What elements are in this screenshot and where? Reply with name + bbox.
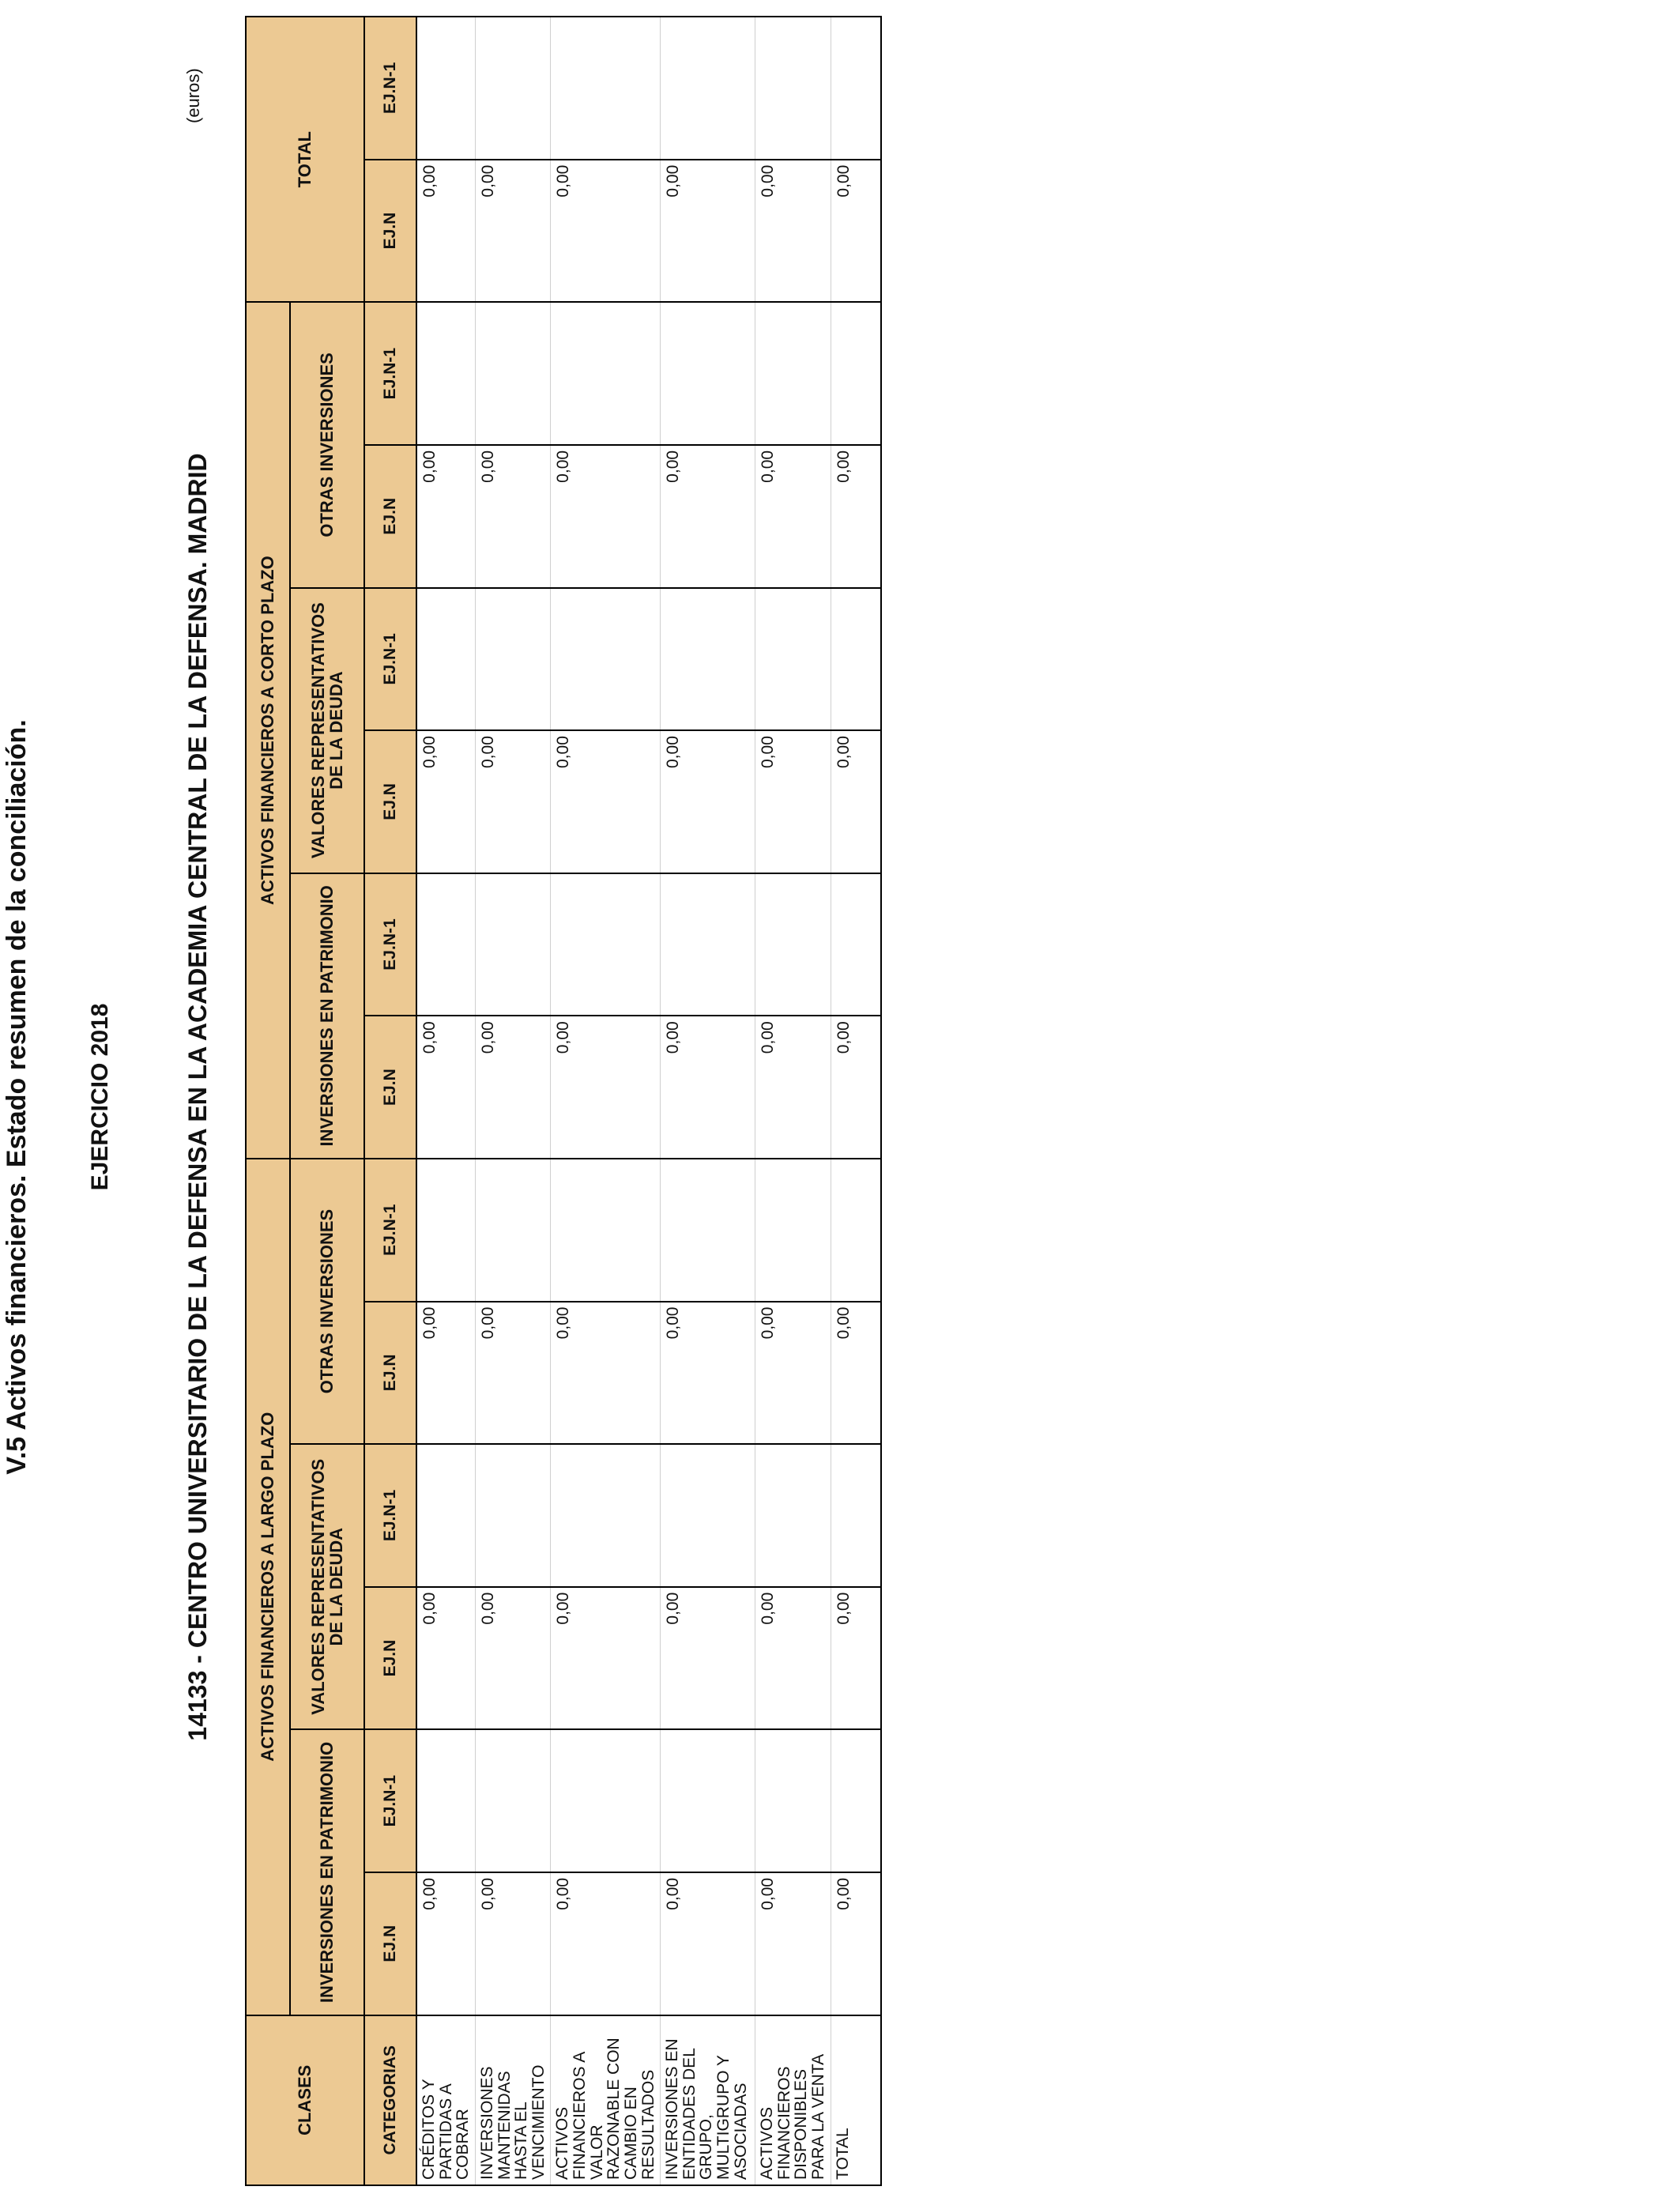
value-cell-ej-n: 0,00 [661, 445, 755, 588]
table-row [831, 17, 881, 2185]
value-cell-ej-n: 0,00 [755, 160, 831, 303]
group-header-corto-plazo: ACTIVOS FINANCIEROS A CORTO PLAZO [246, 302, 290, 1159]
ej-n-header: EJ.N [364, 1016, 416, 1159]
value-cell-ej-n1 [661, 302, 755, 445]
ej-n1-header: EJ.N-1 [364, 588, 416, 731]
table-row [661, 17, 755, 2185]
value-cell-ej-n: 0,00 [755, 1016, 831, 1159]
table-row [755, 17, 831, 2185]
ej-n1-header: EJ.N-1 [364, 1444, 416, 1587]
value-cell-ej-n1 [475, 1159, 551, 1302]
value-cell-ej-n: 0,00 [661, 1302, 755, 1445]
value-cell-ej-n: 0,00 [831, 160, 881, 303]
ej-n1-header: EJ.N-1 [364, 873, 416, 1016]
ej-n-header: EJ.N [364, 445, 416, 588]
category-cell: CRÉDITOS Y PARTIDAS A COBRAR [416, 2015, 475, 2185]
value-cell-ej-n1 [831, 302, 881, 445]
subgroup-header: VALORES REPRESENTATIVOS DE LA DEUDA [290, 1444, 364, 1729]
value-cell-ej-n: 0,00 [416, 445, 475, 588]
value-cell-ej-n1 [755, 1729, 831, 1872]
table-body [416, 17, 881, 2185]
entity-title: 14133 - CENTRO UNIVERSITARIO DE LA DEFENSA EN LA ACADEMIA CENTRAL DE LA DEFENSA. MADRID [183, 453, 212, 1741]
value-cell-ej-n1 [831, 588, 881, 731]
ej-n-header: EJ.N [364, 730, 416, 873]
subgroup-header: INVERSIONES EN PATRIMONIO [290, 1729, 364, 2015]
value-cell-ej-n1 [416, 1729, 475, 1872]
value-cell-ej-n1 [661, 17, 755, 160]
value-cell-ej-n: 0,00 [551, 1302, 661, 1445]
value-cell-ej-n1 [475, 1444, 551, 1587]
group-header-largo-plazo: ACTIVOS FINANCIEROS A LARGO PLAZO [246, 1159, 290, 2015]
value-cell-ej-n: 0,00 [416, 1016, 475, 1159]
value-cell-ej-n: 0,00 [661, 160, 755, 303]
value-cell-ej-n: 0,00 [551, 160, 661, 303]
value-cell-ej-n1 [755, 302, 831, 445]
value-cell-ej-n1 [755, 1159, 831, 1302]
ej-n1-header: EJ.N-1 [364, 1159, 416, 1302]
ej-n1-header: EJ.N-1 [364, 17, 416, 160]
value-cell-ej-n1 [416, 1444, 475, 1587]
ej-n-header: EJ.N [364, 1302, 416, 1445]
value-cell-ej-n: 0,00 [831, 1872, 881, 2015]
value-cell-ej-n: 0,00 [475, 160, 551, 303]
value-cell-ej-n1 [551, 302, 661, 445]
value-cell-ej-n: 0,00 [831, 1016, 881, 1159]
value-cell-ej-n1 [755, 17, 831, 160]
value-cell-ej-n1 [755, 588, 831, 731]
value-cell-ej-n: 0,00 [755, 1302, 831, 1445]
ej-n-header: EJ.N [364, 1872, 416, 2015]
value-cell-ej-n1 [831, 873, 881, 1016]
value-cell-ej-n1 [551, 1729, 661, 1872]
value-cell-ej-n: 0,00 [551, 1872, 661, 2015]
value-cell-ej-n1 [831, 17, 881, 160]
categorias-header: CATEGORIAS [364, 2015, 416, 2185]
value-cell-ej-n1 [831, 1729, 881, 1872]
value-cell-ej-n1 [416, 17, 475, 160]
reconciliation-table [245, 16, 882, 2186]
value-cell-ej-n1 [551, 873, 661, 1016]
value-cell-ej-n1 [755, 873, 831, 1016]
subgroup-header: VALORES REPRESENTATIVOS DE LA DEUDA [290, 588, 364, 873]
value-cell-ej-n1 [551, 1159, 661, 1302]
value-cell-ej-n: 0,00 [831, 730, 881, 873]
value-cell-ej-n1 [551, 1444, 661, 1587]
ej-n1-header: EJ.N-1 [364, 302, 416, 445]
value-cell-ej-n: 0,00 [755, 1872, 831, 2015]
value-cell-ej-n: 0,00 [475, 1587, 551, 1730]
value-cell-ej-n: 0,00 [755, 730, 831, 873]
value-cell-ej-n: 0,00 [661, 1016, 755, 1159]
exercise-label: EJERCICIO 2018 [87, 1003, 113, 1191]
table-row [551, 17, 661, 2185]
value-cell-ej-n1 [831, 1159, 881, 1302]
table-row [475, 17, 551, 2185]
value-cell-ej-n1 [475, 302, 551, 445]
value-cell-ej-n1 [661, 873, 755, 1016]
value-cell-ej-n: 0,00 [416, 1587, 475, 1730]
value-cell-ej-n: 0,00 [831, 445, 881, 588]
subgroup-header: INVERSIONES EN PATRIMONIO [290, 873, 364, 1159]
value-cell-ej-n1 [831, 1444, 881, 1587]
value-cell-ej-n: 0,00 [831, 1587, 881, 1730]
value-cell-ej-n1 [416, 1159, 475, 1302]
value-cell-ej-n: 0,00 [831, 1302, 881, 1445]
value-cell-ej-n1 [755, 1444, 831, 1587]
value-cell-ej-n1 [661, 1444, 755, 1587]
value-cell-ej-n: 0,00 [661, 1872, 755, 2015]
value-cell-ej-n1 [661, 588, 755, 731]
category-cell: INVERSIONES MANTENIDAS HASTA EL VENCIMIENTO [475, 2015, 551, 2185]
value-cell-ej-n1 [416, 873, 475, 1016]
subgroup-header: OTRAS INVERSIONES [290, 302, 364, 587]
value-cell-ej-n: 0,00 [551, 730, 661, 873]
document-title: V.5 Activos financieros. Estado resumen de la conciliación. [2, 719, 32, 1475]
value-cell-ej-n: 0,00 [416, 1872, 475, 2015]
value-cell-ej-n1 [416, 588, 475, 731]
value-cell-ej-n: 0,00 [475, 445, 551, 588]
value-cell-ej-n: 0,00 [551, 1016, 661, 1159]
category-cell: ACTIVOS FINANCIEROS A VALOR RAZONABLE CON CAMBIO EN RESULTADOS [551, 2015, 661, 2185]
value-cell-ej-n1 [475, 1729, 551, 1872]
value-cell-ej-n1 [551, 588, 661, 731]
value-cell-ej-n: 0,00 [416, 730, 475, 873]
value-cell-ej-n: 0,00 [755, 445, 831, 588]
value-cell-ej-n: 0,00 [551, 1587, 661, 1730]
clases-header: CLASES [246, 2015, 364, 2185]
subgroup-header: OTRAS INVERSIONES [290, 1159, 364, 1444]
category-cell: TOTAL [831, 2015, 881, 2185]
value-cell-ej-n: 0,00 [416, 1302, 475, 1445]
value-cell-ej-n: 0,00 [661, 730, 755, 873]
value-cell-ej-n: 0,00 [551, 445, 661, 588]
value-cell-ej-n1 [475, 17, 551, 160]
value-cell-ej-n: 0,00 [475, 1016, 551, 1159]
value-cell-ej-n: 0,00 [755, 1587, 831, 1730]
total-header: TOTAL [246, 17, 364, 302]
ej-n-header: EJ.N [364, 1587, 416, 1730]
units-label: (euros) [183, 68, 203, 123]
value-cell-ej-n1 [475, 873, 551, 1016]
value-cell-ej-n: 0,00 [475, 730, 551, 873]
category-cell: INVERSIONES EN ENTIDADES DEL GRUPO, MULTIGRUPO Y ASOCIADAS [661, 2015, 755, 2185]
ej-n-header: EJ.N [364, 160, 416, 303]
value-cell-ej-n: 0,00 [416, 160, 475, 303]
ej-n1-header: EJ.N-1 [364, 1729, 416, 1872]
value-cell-ej-n1 [661, 1159, 755, 1302]
value-cell-ej-n: 0,00 [661, 1587, 755, 1730]
value-cell-ej-n: 0,00 [475, 1872, 551, 2015]
table-row [416, 17, 475, 2185]
value-cell-ej-n1 [416, 302, 475, 445]
category-cell: ACTIVOS FINANCIEROS DISPONIBLES PARA LA VENTA [755, 2015, 831, 2185]
value-cell-ej-n1 [551, 17, 661, 160]
value-cell-ej-n1 [475, 588, 551, 731]
value-cell-ej-n: 0,00 [475, 1302, 551, 1445]
value-cell-ej-n1 [661, 1729, 755, 1872]
